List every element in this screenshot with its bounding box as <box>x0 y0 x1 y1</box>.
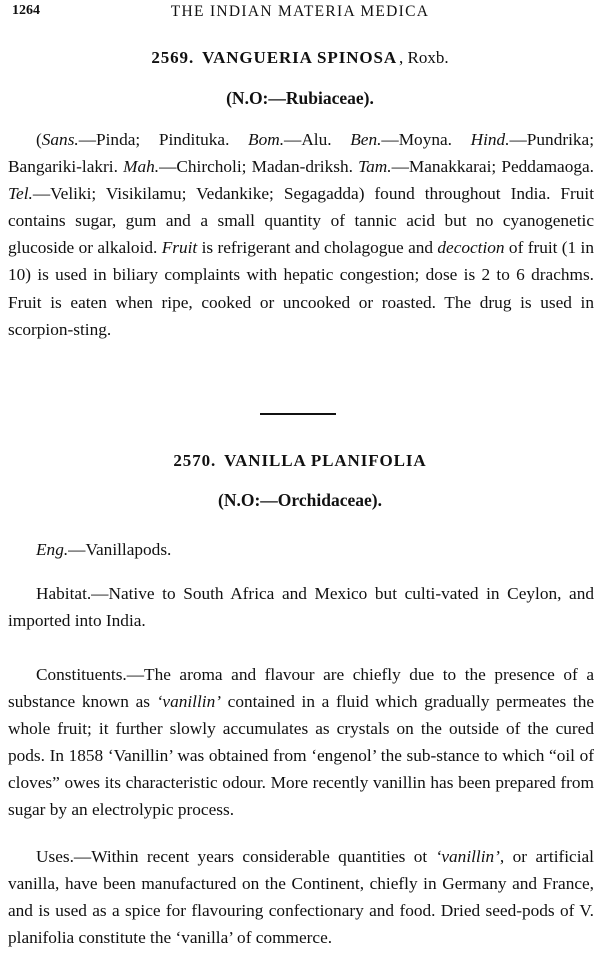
entry-title-vangueria <box>0 48 600 68</box>
natural-order: (N.O:—Orchidaceae). <box>218 490 382 510</box>
habitat-paragraph: Habitat.—Native to South Africa and Mexico but culti-vated in Ceylon, and imported into India. <box>8 584 594 631</box>
section-divider <box>260 413 336 415</box>
constituents-paragraph: Constituents.—The aroma and flavour are chiefly due to the presence of a substance known as ‘vanillin’ contained in a fluid which gradually permeates the whole fruit; it further slowly accumulates as crystals on the outside of the cured pods. In 1858 ‘Vanillin’ was obtained from ‘engenol’ the sub-stance to which “oil of cloves” owes its characteristic odour. More recently vanillin has been prepared from sugar by an electrolypic process. <box>8 665 594 820</box>
entry-number: 2570. <box>173 451 217 470</box>
uses-paragraph: Uses.—Within recent years considerable quantities ot ‘vanillin’, or artificial vanilla, have been manufactured on the Continent, chiefly in Germany and France, and is used as a spice for flavouring confectionary and food. Dried seed-pods of V. planifolia constitute the ‘vanilla’ of commerce. <box>8 847 594 948</box>
natural-order: (N.O:—Rubiaceae). <box>226 88 374 108</box>
entry-authority: , Roxb. <box>399 48 449 67</box>
book-title: THE INDIAN MATERIA MEDICA <box>170 3 430 20</box>
entry-name: VANILLA PLANIFOLIA <box>224 451 427 470</box>
english-name: Eng.—Vanillapods. <box>36 540 172 559</box>
page-number: 1264 <box>12 3 40 18</box>
entry-name: VANGUERIA SPINOSA <box>202 48 398 67</box>
entry-number: 2569. <box>151 48 195 67</box>
running-header <box>0 3 600 25</box>
entry-title-vanilla <box>0 451 600 471</box>
vangueria-description: (Sans.—Pinda; Pindituka. Bom.—Alu. Ben.—Moyna. Hind.—Pundrika; Bangariki-lakri. Mah.—Chircholi; Madan-driksh. Tam.—Manakkarai; Peddamaoga. Tel.—Veliki; Visikilamu; Vedankike; Segagadda) found throughout India. Fruit contains sugar, gum and a small quantity of tannic acid but no cyanogenetic glucoside or alkaloid. Fruit is refrigerant and cholagogue and decoction of fruit (1 in 10) is used in biliary complaints with hepatic congestion; dose is 2 to 6 drachms. Fruit is eaten when ripe, cooked or uncooked or roasted. The drug is used in scorpion-sting. <box>8 130 594 339</box>
